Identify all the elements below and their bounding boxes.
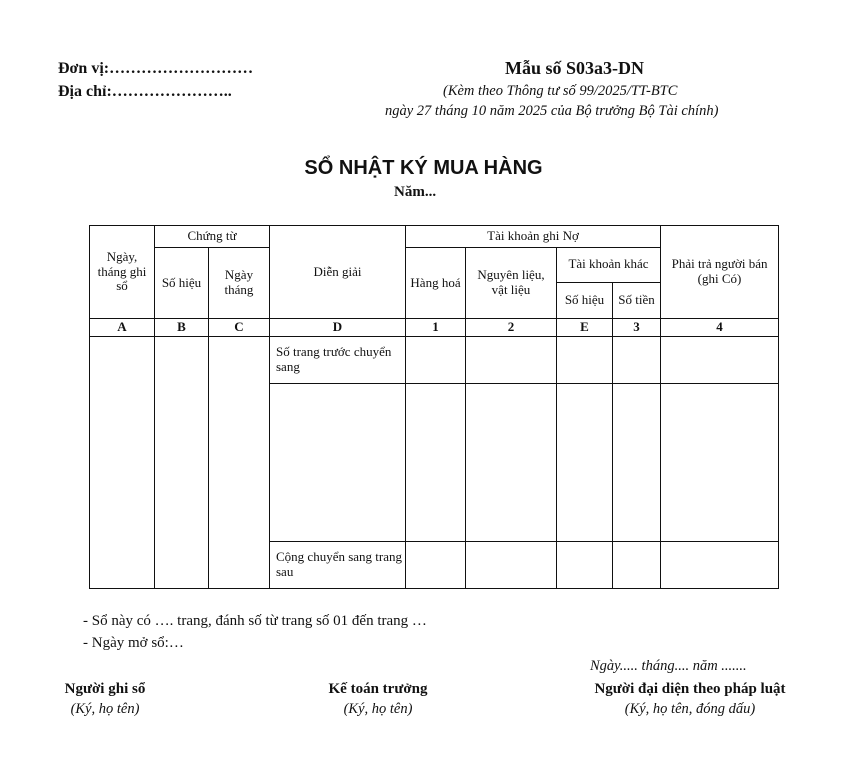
voucher-date-cell [209,337,270,589]
cell [661,337,779,384]
group-header-debit: Tài khoản ghi Nợ [406,226,661,248]
col-header-other-no: Số hiệu [557,282,613,318]
col-header-voucher-no: Số hiệu [155,248,209,319]
voucher-no-cell [155,337,209,589]
cell [270,383,406,542]
col-header-materials: Nguyên liệu, vật liệu [466,248,557,319]
column-code-row [90,318,779,336]
address-label: Địa chỉ:………………….. [58,83,232,100]
note-opening-date: - Ngày mở sổ:… [83,635,184,651]
carried-forward-label: Cộng chuyển sang trang sau [270,542,406,589]
col-header-voucher-date: Ngày tháng [209,248,270,319]
col-header-goods: Hàng hoá [406,248,466,319]
cell [557,383,613,542]
brought-forward-label: Số trang trước chuyển sang [270,337,406,384]
unit-label: Đơn vị:……………………… [58,60,254,77]
cell [466,337,557,384]
cell [406,383,466,542]
col-code-a: A [90,318,155,336]
form-code: Mẫu số S03a3-DN [505,58,645,78]
col-code-c: C [209,318,270,336]
note-page-count: - Sổ này có …. trang, đánh số từ trang số 01 đến trang … [83,613,427,629]
signature-date-line: Ngày..... tháng.... năm ....... [590,658,747,674]
col-code-b: B [155,318,209,336]
col-header-description: Diễn giải [270,226,406,319]
form-reference-line1: (Kèm theo Thông tư số 99/2025/TT-BTC [443,83,678,99]
cell [406,337,466,384]
cell [613,337,661,384]
signature-legal-representative: Người đại diện theo pháp luật [594,681,786,697]
cell [406,542,466,589]
col-header-other-amount: Số tiền [613,282,661,318]
signature-chief-accountant: Kế toán trưởng [328,681,428,697]
date-cell [90,337,155,589]
year-label: Năm... [394,184,437,200]
cell [466,383,557,542]
brought-forward-row [90,337,779,384]
col-code-e: E [557,318,613,336]
cell [661,542,779,589]
cell [613,383,661,542]
col-code-1: 1 [406,318,466,336]
col-code-4: 4 [661,318,779,336]
group-header-voucher: Chứng từ [155,226,270,248]
col-code-d: D [270,318,406,336]
col-code-2: 2 [466,318,557,336]
cell [661,383,779,542]
purchase-journal-table [89,225,779,589]
signature-recorder-sub: (Ký, họ tên) [70,701,140,717]
col-header-date: Ngày, tháng ghi sổ [90,226,155,319]
form-reference-line2: ngày 27 tháng 10 năm 2025 của Bộ trưởng Bộ Tài chính) [385,103,719,119]
col-code-3: 3 [613,318,661,336]
signature-legal-representative-sub: (Ký, họ tên, đóng dấu) [624,701,756,717]
group-header-other-accounts: Tài khoản khác [557,248,661,282]
signature-recorder: Người ghi sổ [64,681,146,697]
cell [613,542,661,589]
cell [557,542,613,589]
signature-chief-accountant-sub: (Ký, họ tên) [343,701,413,717]
cell [557,337,613,384]
col-header-payable: Phải trả người bán (ghi Có) [661,226,779,319]
page-title: SỔ NHẬT KÝ MUA HÀNG [304,157,543,179]
cell [466,542,557,589]
